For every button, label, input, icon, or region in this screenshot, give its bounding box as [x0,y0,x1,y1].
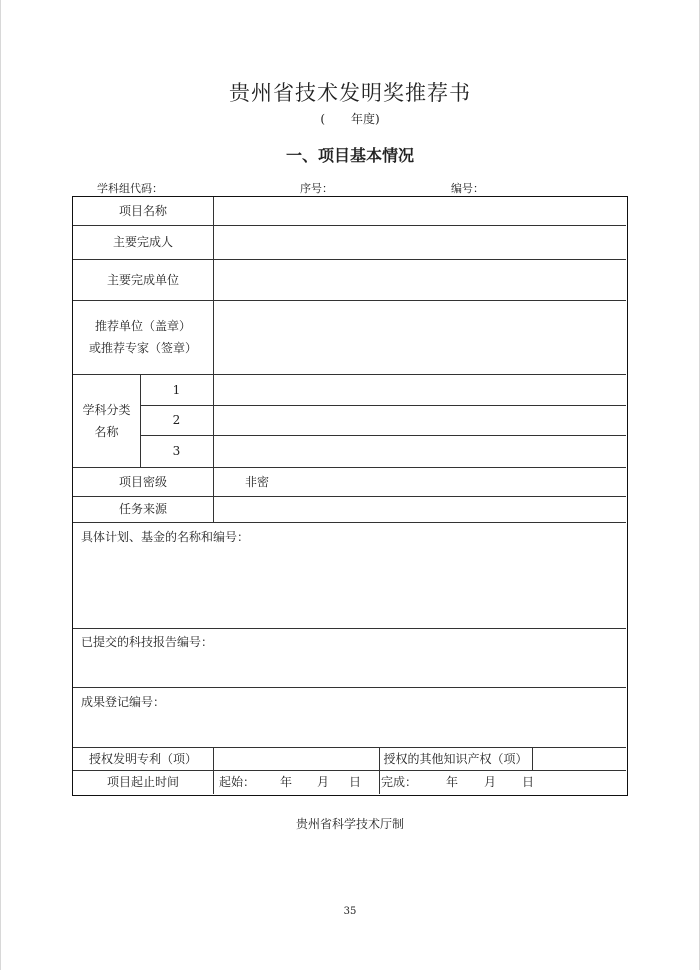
discipline-code-label: 学科组代码： [97,182,163,195]
section-title: 一、项目基本情况 [285,146,414,165]
page-number: 35 [343,906,357,917]
row-divider [73,522,626,523]
number-label: 编号： [451,182,484,195]
discipline-row-1: 1 [172,382,181,397]
finish-day-unit: 日 [521,775,534,789]
year-open: ( [320,112,325,126]
finish-label: 完成： [381,775,418,789]
project-info-form [72,196,628,796]
finish-month-unit: 月 [483,775,496,789]
start-year-unit: 年 [279,775,292,789]
main-contributors-label: 主要完成人 [112,235,173,249]
discipline-label [73,374,140,467]
secrecy-label: 项目密级 [118,474,167,489]
serial-label: 序号： [300,182,333,195]
issuer-footer: 贵州省科学技术厅制 [295,817,404,831]
discipline-row-2: 2 [172,413,181,427]
secrecy-value: 非密 [245,474,270,489]
col-divider [213,197,214,522]
tech-report-label: 已提交的科技报告编号： [81,635,214,649]
main-units-label: 主要完成单位 [106,272,179,287]
col-divider [213,747,214,794]
discipline-line-2: 名称 [94,424,119,439]
recommender-label [73,300,213,374]
plan-fund-label: 具体计划、基金的名称和编号： [81,530,250,544]
document-title: 贵州省技术发明奖推荐书 [229,81,471,105]
discipline-row-3: 3 [172,444,181,458]
row-divider [73,687,626,688]
start-day-unit: 日 [348,775,361,789]
patents-label: 授权发明专利（项） [88,751,197,766]
year-line [0,110,700,127]
achievement-registration-label: 成果登记编号： [81,695,166,709]
task-source-label: 任务来源 [118,502,167,516]
start-label: 起始： [219,775,256,789]
row-divider [73,628,626,629]
project-period-label: 项目起止时间 [106,775,179,789]
project-name-label: 项目名称 [118,204,167,218]
col-divider [532,747,533,770]
recommender-line-2: 或推荐专家（签章） [88,341,197,355]
discipline-line-1: 学科分类 [82,402,131,417]
finish-year-unit: 年 [445,775,458,789]
recommender-line-1: 推荐单位（盖章） [94,319,191,333]
start-month-unit: 月 [316,775,329,789]
year-label: 年度) [351,112,380,126]
other-ip-label: 授权的其他知识产权（项） [383,751,528,766]
